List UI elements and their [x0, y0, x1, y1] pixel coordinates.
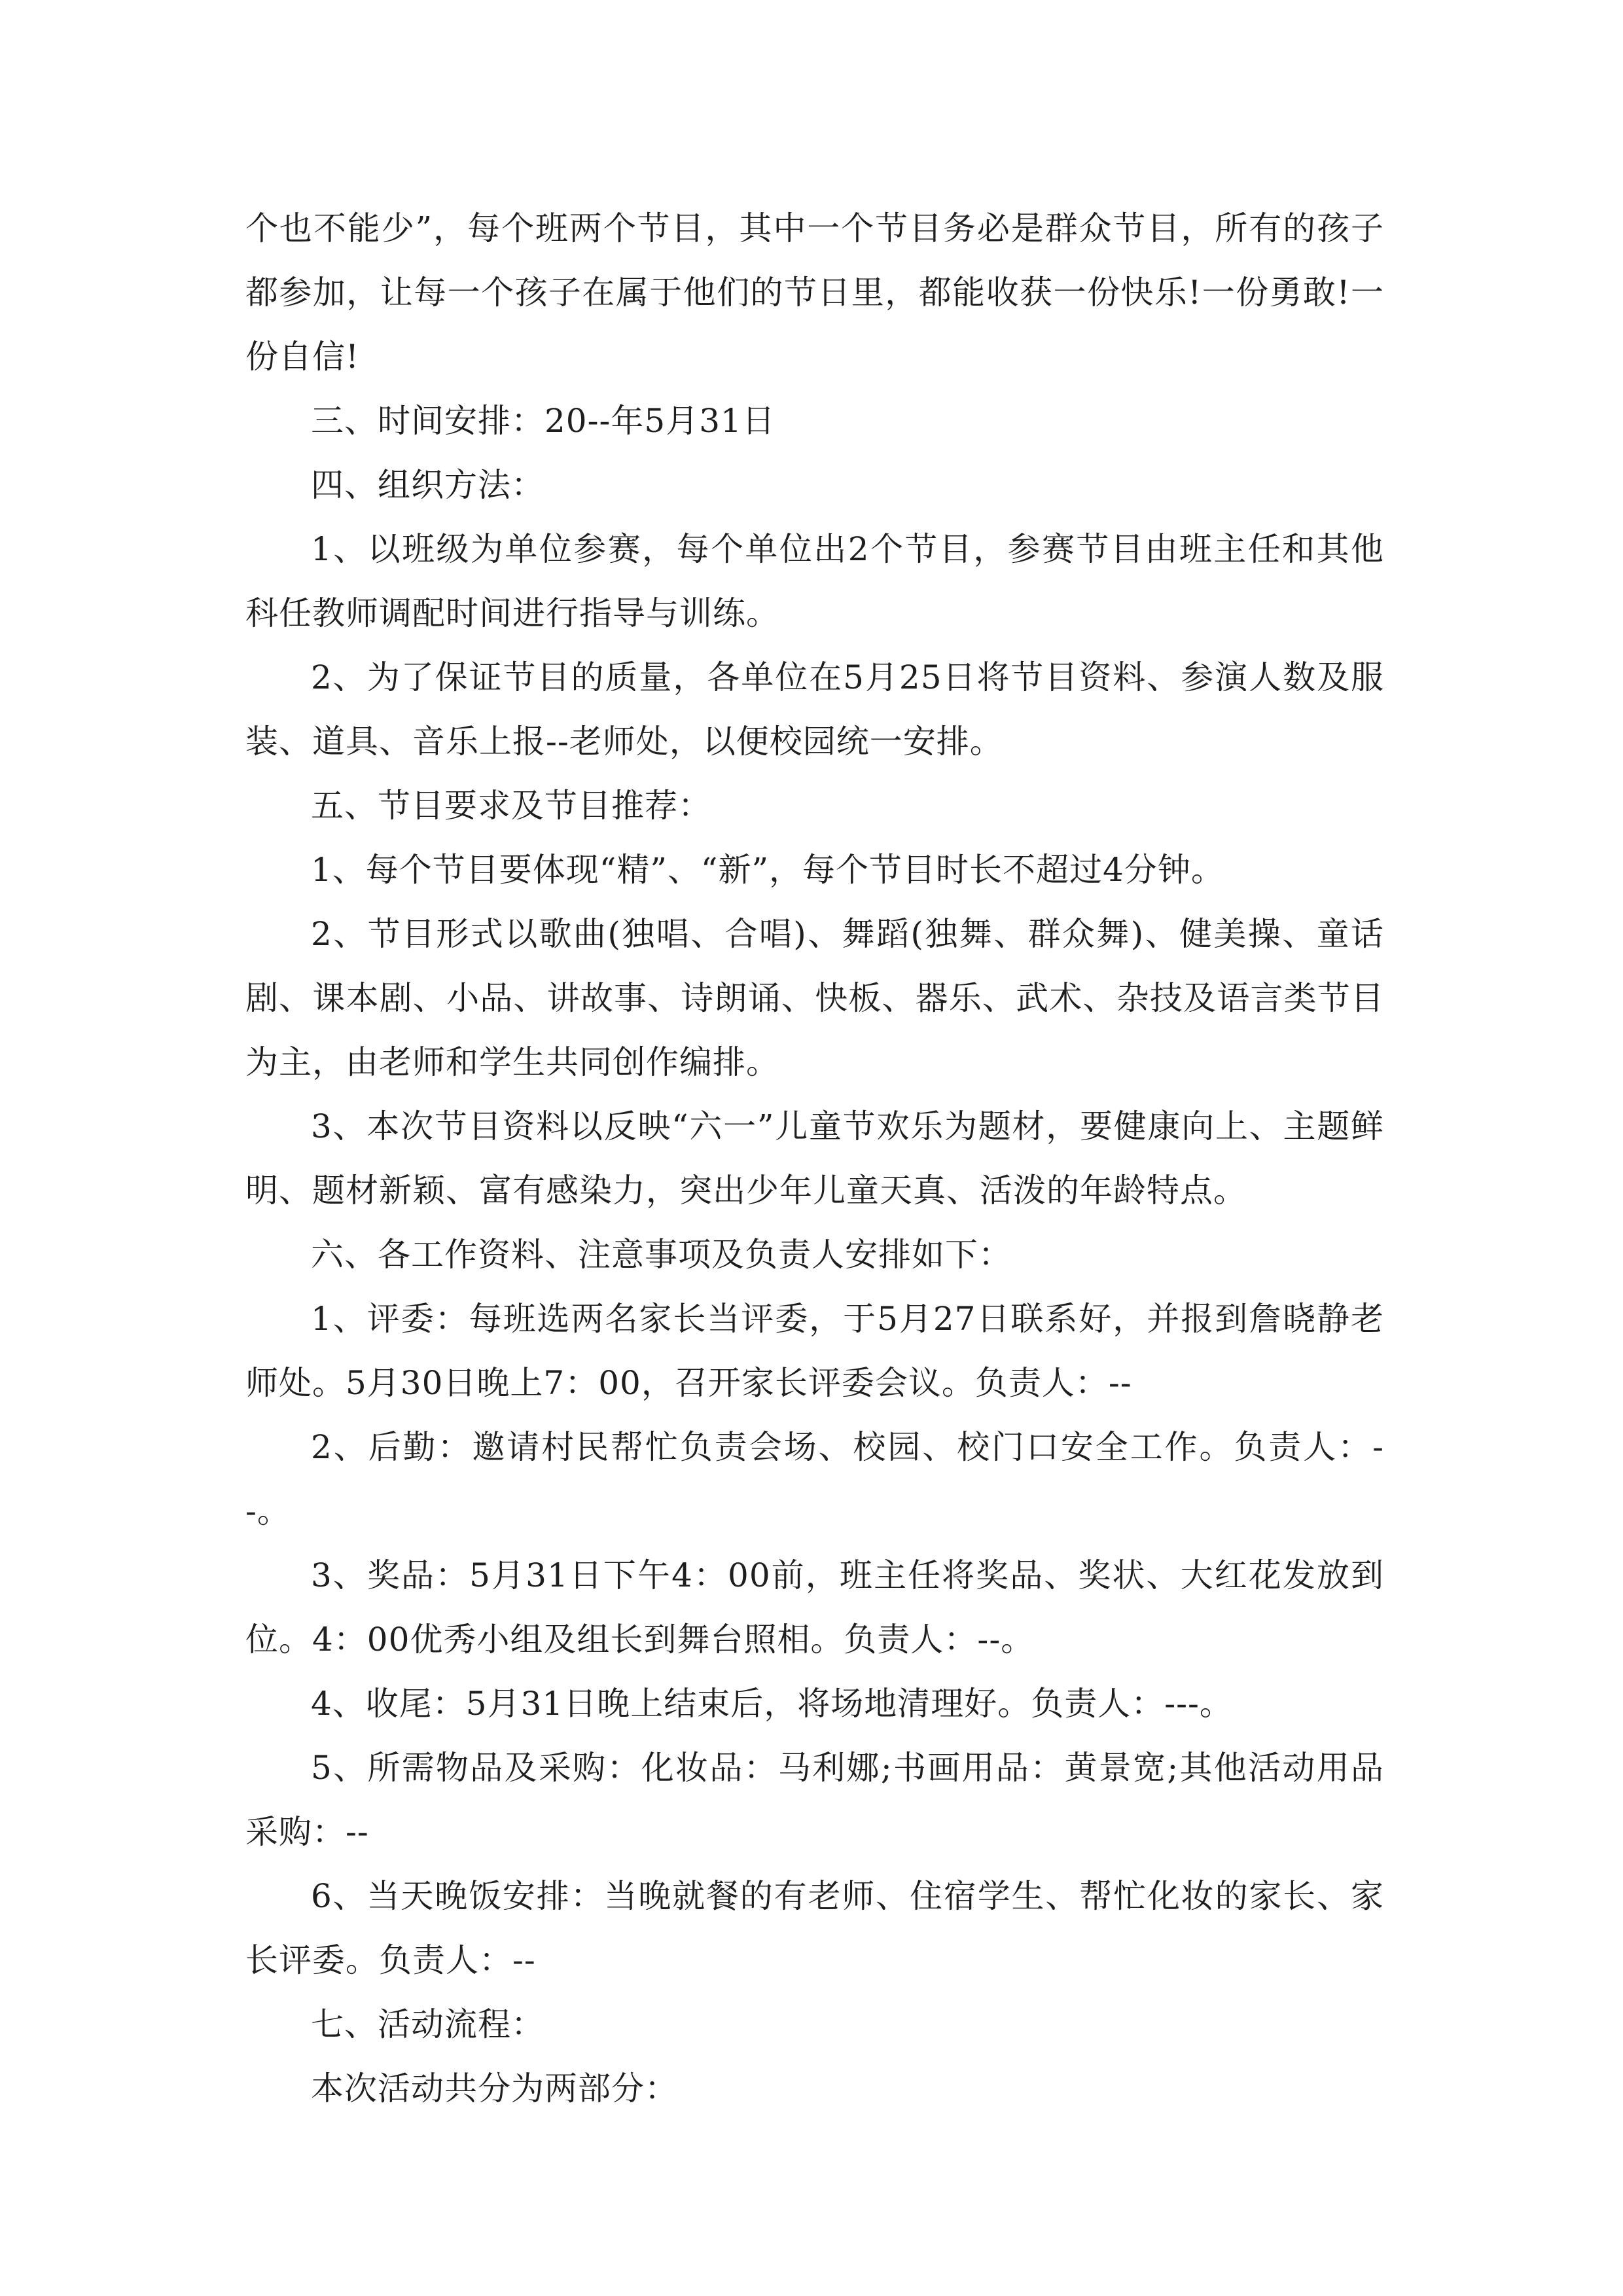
paragraph: 5、所需物品及采购：化妆品：马利娜;书画用品：黄景宽;其他活动用品采购：--: [245, 1749, 1384, 1851]
section-heading-schedule: 三、时间安排：20--年5月31日: [311, 402, 776, 440]
paragraph: 2、后勤：邀请村民帮忙负责会场、校园、校门口安全工作。负责人：--。: [245, 1428, 1384, 1530]
document-body: [245, 196, 1384, 2121]
section-heading-assignments: 六、各工作资料、注意事项及负责人安排如下：: [311, 1236, 1012, 1274]
paragraph: 2、为了保证节目的质量，各单位在5月25日将节目资料、参演人数及服装、道具、音乐上报--老师处，以便校园统一安排。: [245, 658, 1384, 761]
paragraph: 4、收尾：5月31日晚上结束后，将场地清理好。负责人：---。: [311, 1685, 1233, 1723]
paragraph: 1、以班级为单位参赛，每个单位出2个节目，参赛节目由班主任和其他科任教师调配时间进行指导与训练。: [245, 530, 1384, 632]
section-heading-process: 七、活动流程：: [311, 2005, 544, 2043]
paragraph: 1、评委：每班选两名家长当评委，于5月27日联系好，并报到詹晓静老师处。5月30日晚上7：00，召开家长评委会议。负责人：--: [245, 1300, 1384, 1402]
paragraph: 2、节目形式以歌曲(独唱、合唱)、舞蹈(独舞、群众舞)、健美操、童话剧、课本剧、小品、讲故事、诗朗诵、快板、器乐、武术、杂技及语言类节目为主，由老师和学生共同创作编排。: [245, 915, 1384, 1081]
paragraph: 个也不能少”，每个班两个节目，其中一个节目务必是群众节目，所有的孩子都参加，让每一个孩子在属于他们的节日里，都能收获一份快乐!一份勇敢!一份自信!: [245, 209, 1384, 376]
paragraph: 3、奖品：5月31日下午4：00前，班主任将奖品、奖状、大红花发放到位。4：00优秀小组及组长到舞台照相。负责人：--。: [245, 1556, 1384, 1659]
paragraph: 本次活动共分为两部分：: [311, 2070, 678, 2108]
paragraph: 1、每个节目要体现“精”、“新”，每个节目时长不超过4分钟。: [311, 851, 1224, 889]
paragraph: 6、当天晚饭安排：当晚就餐的有老师、住宿学生、帮忙化妆的家长、家长评委。负责人：--: [245, 1877, 1384, 1979]
section-heading-requirements: 五、节目要求及节目推荐：: [311, 787, 711, 825]
section-heading-organization: 四、组织方法：: [311, 466, 544, 504]
paragraph: 3、本次节目资料以反映“六一”儿童节欢乐为题材，要健康向上、主题鲜明、题材新颖、富有感染力，突出少年儿童天真、活泼的年龄特点。: [245, 1107, 1384, 1210]
